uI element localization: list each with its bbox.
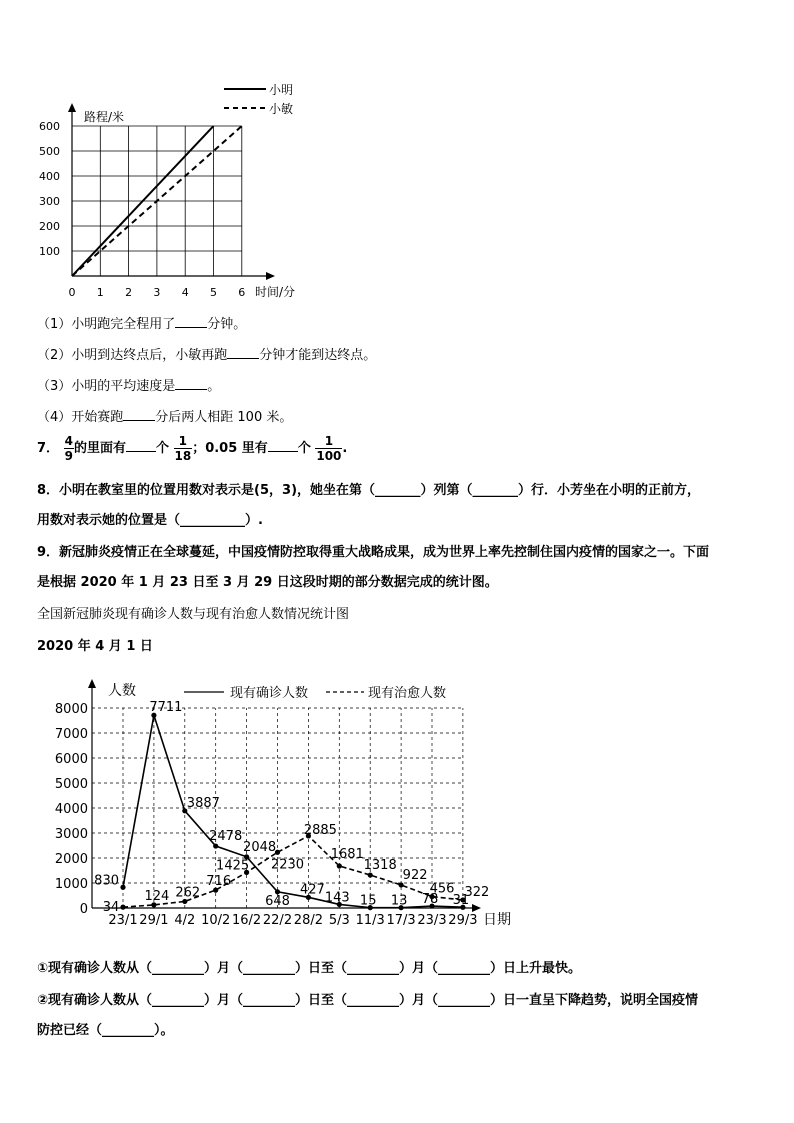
y-tick-label: 3000 xyxy=(54,827,88,842)
y-tick-label: 0 xyxy=(79,902,88,917)
data-label-confirmed: 830 xyxy=(94,873,119,889)
answer-blank[interactable] xyxy=(268,451,298,452)
frac-den: 9 xyxy=(64,449,73,463)
x-tick-label: 5/3 xyxy=(328,913,350,928)
y-axis-arrow xyxy=(88,679,96,688)
frac-num: 1 xyxy=(174,434,193,449)
x-tick-label: 16/2 xyxy=(231,913,262,928)
question-6-4 xyxy=(37,406,292,425)
chart1-axes xyxy=(68,103,275,280)
question-6-2 xyxy=(37,344,376,363)
data-label-confirmed: 78 xyxy=(421,892,439,908)
y-tick-label: 200 xyxy=(39,220,60,233)
x-tick-label: 17/3 xyxy=(386,913,416,928)
data-label-confirmed: 7711 xyxy=(149,700,183,716)
data-label-confirmed: 15 xyxy=(359,893,377,909)
data-point-confirmed xyxy=(213,843,218,848)
x-tick-label: 23/1 xyxy=(108,913,138,928)
legend-recovered: 现有治愈人数 xyxy=(368,686,447,701)
y-tick-label: 1000 xyxy=(54,877,88,892)
chart1-ticks xyxy=(39,120,245,299)
legend-xiaomin: 小敏 xyxy=(269,102,294,116)
x-tick-label: 29/1 xyxy=(139,913,169,928)
question-8-line2: 用数对表示她的位置是（__________）. xyxy=(37,513,263,528)
question-7 xyxy=(37,434,347,463)
x-tick-label: 1 xyxy=(96,286,104,299)
data-label-recovered: 922 xyxy=(402,867,428,883)
data-point-recovered xyxy=(399,882,404,887)
question-9-line1: 9．新冠肺炎疫情正在全球蔓延，中国疫情防控取得重大战略成果，成为世界上率先控制住国内疫情的国家之一。下面 xyxy=(37,545,710,560)
q6-4-tail: 分后两人相距 100 米。 xyxy=(155,410,293,425)
q7-end: . xyxy=(342,441,348,456)
question-9-2-line1: ②现有确诊人数从（________）月（________）日至（________）月（________）日一直呈下降趋势，说明全国疫情 xyxy=(37,993,699,1008)
data-label-recovered: 456 xyxy=(429,881,455,897)
data-label-recovered: 1318 xyxy=(363,858,397,874)
q6-3-text: （3）小明的平均速度是 xyxy=(37,379,176,394)
q7-text-a: 的里面有 xyxy=(73,441,126,456)
q6-1-tail: 分钟。 xyxy=(207,317,247,332)
question-9-1: ①现有确诊人数从（________）月（________）日至（________）月（________）日上升最快。 xyxy=(37,961,582,976)
chart2-title: 全国新冠肺炎现有确诊人数与现有治愈人数情况统计图 xyxy=(37,607,350,622)
frac-den: 18 xyxy=(174,449,192,463)
epidemic-chart xyxy=(0,660,794,940)
data-point-recovered xyxy=(337,863,342,868)
data-label-confirmed: 648 xyxy=(265,893,290,909)
distance-time-chart xyxy=(0,0,794,310)
x-tick-label: 28/2 xyxy=(293,913,324,928)
q6-2-text: （2）小明到达终点后，小敏再跑 xyxy=(37,348,228,363)
data-label-confirmed: 143 xyxy=(324,890,350,906)
x-tick-label: 29/3 xyxy=(448,913,478,928)
y-tick-label: 400 xyxy=(39,170,60,183)
question-8-line1: 8．小明在教室里的位置用数对表示是(5，3)，她坐在第（_______）列第（_______）行．小芳坐在小明的正前方， xyxy=(37,483,701,498)
data-label-recovered: 2885 xyxy=(303,822,337,838)
q7-text-b: 个 xyxy=(155,441,169,456)
q7-text-c: ；0.05 里有 xyxy=(192,441,268,456)
answer-blank[interactable] xyxy=(175,327,207,328)
q6-3-tail: 。 xyxy=(207,379,221,394)
x-tick-label: 6 xyxy=(238,286,246,299)
q7-text-d: 个 xyxy=(297,441,311,456)
q7-number: 7． xyxy=(37,441,60,456)
x-tick-label: 11/3 xyxy=(355,913,385,928)
data-label-recovered: 716 xyxy=(206,874,232,890)
x-tick-label: 4 xyxy=(181,286,189,299)
q6-1-text: （1）小明跑完全程用了 xyxy=(37,317,176,332)
data-label-recovered: 1681 xyxy=(330,846,364,862)
chart1-xlabel: 时间/分 xyxy=(255,285,296,299)
x-tick-label: 10/2 xyxy=(201,913,231,928)
answer-blank[interactable] xyxy=(175,389,207,390)
legend-xiaoming: 小明 xyxy=(269,83,294,97)
x-tick-label: 2 xyxy=(125,286,133,299)
data-label-recovered: 262 xyxy=(175,885,201,901)
x-tick-label: 0 xyxy=(68,286,76,299)
x-tick-label: 22/2 xyxy=(262,913,293,928)
data-label-recovered: 322 xyxy=(464,884,490,900)
answer-blank[interactable] xyxy=(126,451,156,452)
data-point-recovered xyxy=(120,905,125,910)
data-label-confirmed: 2478 xyxy=(209,829,243,845)
chart2-ylabel: 人数 xyxy=(108,683,136,699)
q6-2-tail: 分钟才能到达终点。 xyxy=(259,348,377,363)
x-tick-label: 3 xyxy=(153,286,161,299)
answer-blank[interactable] xyxy=(227,358,259,359)
data-label-recovered: 34 xyxy=(102,900,120,916)
frac-num: 1 xyxy=(315,434,342,449)
frac-den: 100 xyxy=(316,449,342,463)
y-tick-label: 600 xyxy=(39,120,60,133)
y-tick-label: 100 xyxy=(39,245,60,258)
y-tick-label: 500 xyxy=(39,145,60,158)
data-label-confirmed: 427 xyxy=(299,882,325,898)
x-tick-label: 4/2 xyxy=(174,913,196,928)
data-label-recovered: 1425 xyxy=(216,858,250,874)
data-label-confirmed: 31 xyxy=(452,893,470,909)
fraction-1-18 xyxy=(174,434,193,463)
question-6-3 xyxy=(37,375,220,394)
q6-4-text: （4）开始赛跑 xyxy=(37,410,124,425)
chart2-xlabel: 日期 xyxy=(483,912,511,928)
chart2-date: 2020 年 4 月 1 日 xyxy=(37,639,153,654)
y-tick-label: 4000 xyxy=(54,802,88,817)
data-label-recovered: 124 xyxy=(144,888,170,904)
y-tick-label: 5000 xyxy=(54,777,88,792)
y-tick-label: 2000 xyxy=(54,852,88,867)
question-6-1 xyxy=(37,313,246,332)
y-tick-label: 300 xyxy=(39,195,60,208)
chart1-ylabel: 路程/米 xyxy=(84,110,125,124)
legend-confirmed: 现有确诊人数 xyxy=(230,686,309,701)
question-9-line2: 是根据 2020 年 1 月 23 日至 3 月 29 日这段时期的部分数据完成的统计图。 xyxy=(37,575,498,590)
y-tick-label: 8000 xyxy=(54,702,88,717)
x-tick-label: 23/3 xyxy=(417,913,447,928)
fraction-4-9 xyxy=(64,434,74,463)
question-9-2-line2: 防控已经（________）。 xyxy=(37,1023,174,1038)
y-axis-arrow xyxy=(68,103,76,112)
fraction-1-100 xyxy=(315,434,342,463)
data-point-recovered xyxy=(368,872,373,877)
answer-blank[interactable] xyxy=(123,420,155,421)
data-label-recovered: 2230 xyxy=(270,857,305,873)
data-point-confirmed xyxy=(120,885,125,890)
data-label-confirmed: 3887 xyxy=(186,795,220,811)
x-tick-label: 5 xyxy=(210,286,217,299)
y-tick-label: 7000 xyxy=(54,727,88,742)
x-axis-arrow xyxy=(266,272,275,280)
data-label-confirmed: 2048 xyxy=(243,839,277,855)
x-axis-arrow xyxy=(472,904,481,912)
data-label-confirmed: 13 xyxy=(390,893,408,909)
y-tick-label: 6000 xyxy=(54,752,88,767)
frac-num: 4 xyxy=(64,434,73,448)
